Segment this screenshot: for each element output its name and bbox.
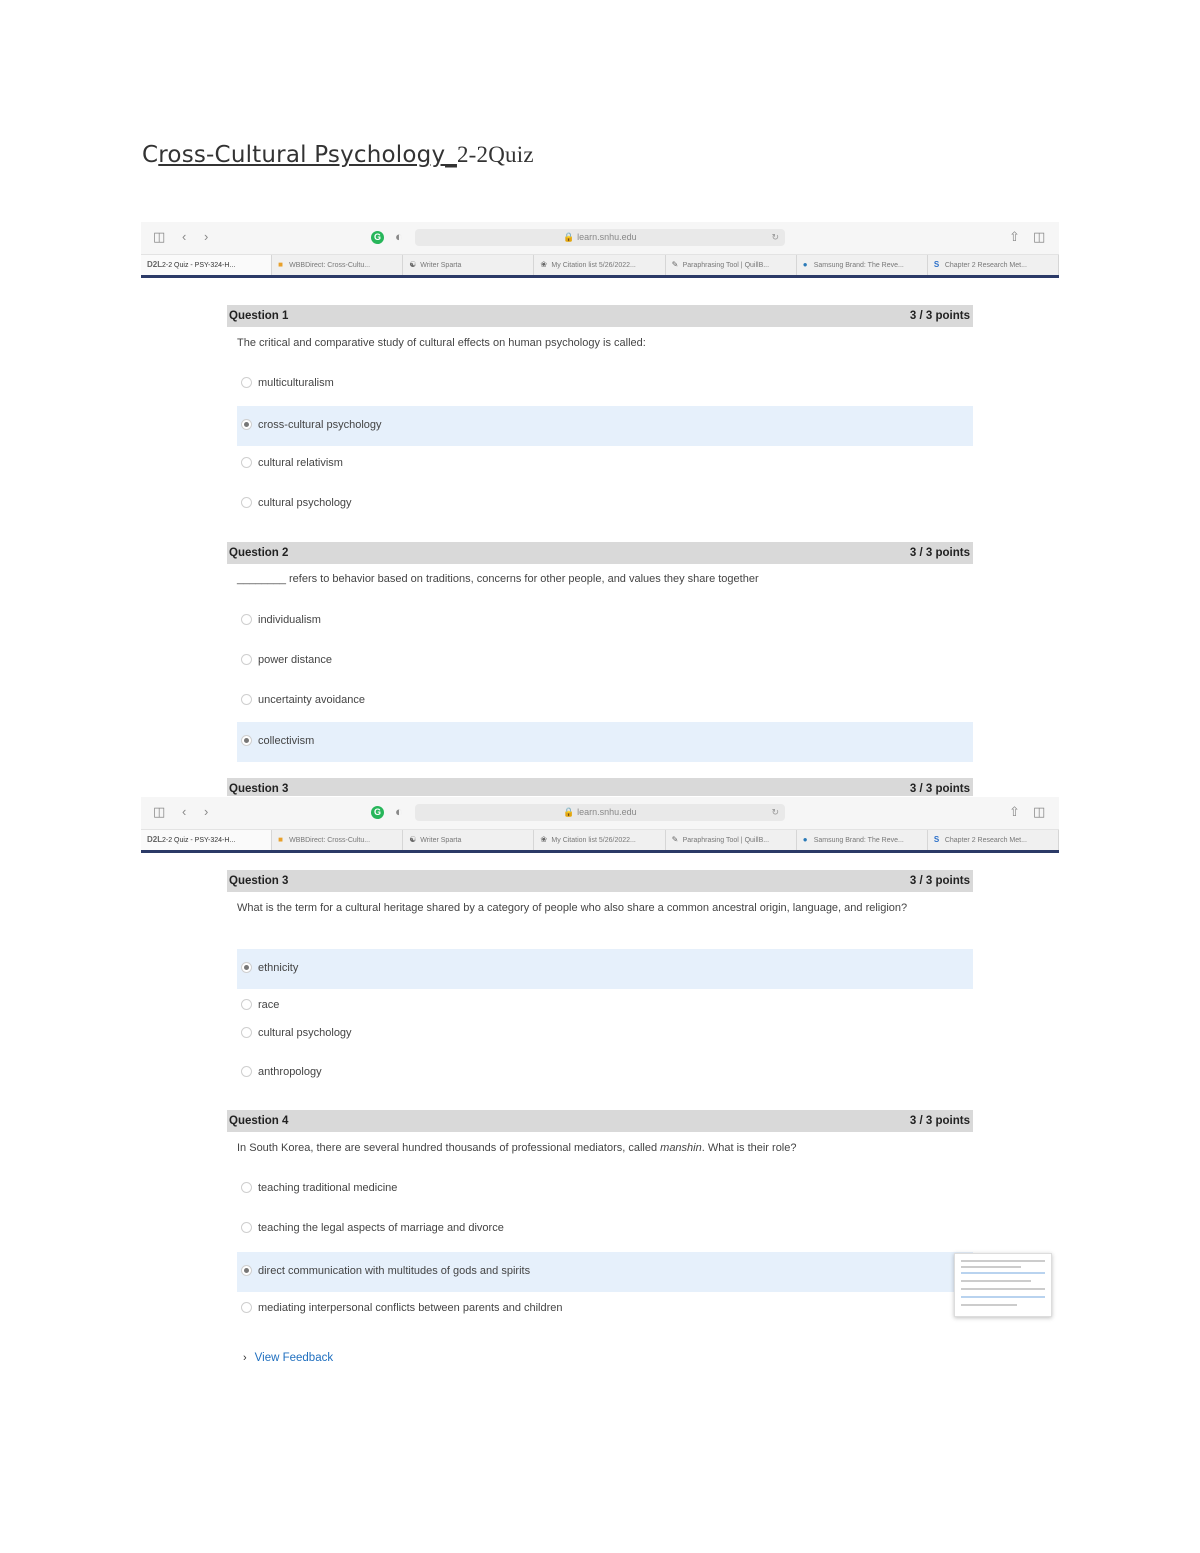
- radio-button[interactable]: [241, 1066, 252, 1077]
- radio-button[interactable]: [241, 497, 252, 508]
- radio-button[interactable]: [241, 654, 252, 665]
- circle-icon: ●: [802, 835, 808, 844]
- option-label: anthropology: [258, 1066, 322, 1078]
- radio-button[interactable]: [241, 1182, 252, 1193]
- radio-button[interactable]: [241, 1027, 252, 1038]
- question-points: 3 / 3 points: [909, 1115, 970, 1127]
- q4-option-1[interactable]: [237, 1169, 973, 1209]
- tab-wbbdirect[interactable]: [272, 830, 403, 850]
- option-label: cultural psychology: [258, 497, 352, 509]
- screenshot-2: [141, 797, 1059, 1397]
- radio-button[interactable]: [241, 1302, 252, 1313]
- url-text: learn.snhu.edu: [577, 232, 637, 242]
- thumbnail-line: [961, 1272, 1045, 1274]
- q4-option-2[interactable]: [237, 1209, 973, 1249]
- option-label: race: [258, 999, 280, 1011]
- view-feedback-label: View Feedback: [254, 1352, 334, 1364]
- thumbnail-line: [961, 1266, 1021, 1268]
- people-icon: ☯: [409, 835, 417, 844]
- question-4-text-start: In South Korea, there are several hundred thousands of professional mediators, called: [237, 1142, 661, 1154]
- thumbnail-line: [961, 1296, 1045, 1298]
- document-title: [142, 142, 534, 168]
- tab-wbbdirect[interactable]: [272, 255, 403, 275]
- thumbnail-line: [961, 1304, 1017, 1306]
- d2l-icon: D2L: [147, 260, 163, 269]
- tab-label: Writer Sparta: [420, 837, 462, 844]
- tab-samsung[interactable]: [797, 830, 928, 850]
- radio-button[interactable]: [241, 419, 252, 430]
- lock-icon: ■: [278, 835, 283, 844]
- q1-option-1[interactable]: [237, 364, 973, 404]
- option-label: collectivism: [258, 735, 315, 747]
- reload-icon[interactable]: ↻: [771, 807, 779, 817]
- tab-citation-list[interactable]: [534, 830, 665, 850]
- question-1-text: The critical and comparative study of cultural effects on human psychology is called:: [237, 337, 646, 349]
- option-label: direct communication with multitudes of gods and spirits: [258, 1265, 531, 1277]
- question-3-header-partial: [227, 778, 973, 796]
- option-label: multiculturalism: [258, 377, 334, 389]
- tab-quiz[interactable]: [141, 830, 272, 850]
- question-number: Question 3: [229, 875, 289, 887]
- tab-paraphrasing[interactable]: [666, 255, 797, 275]
- question-4-text-end: . What is their role?: [701, 1142, 797, 1154]
- question-4-term: manshin: [660, 1142, 702, 1154]
- tab-strip: [141, 830, 1059, 853]
- browser-toolbar: [141, 797, 1059, 830]
- d2l-icon: D2L: [147, 835, 163, 844]
- q2-option-3[interactable]: [237, 681, 973, 721]
- grammarly-icon[interactable]: G: [371, 806, 384, 819]
- question-1-header: [227, 305, 973, 327]
- option-label: power distance: [258, 654, 332, 666]
- title-prefix: C: [142, 142, 159, 168]
- question-points: 3 / 3 points: [909, 547, 970, 559]
- tab-label: Paraphrasing Tool | QuillB...: [682, 837, 770, 844]
- share-icon[interactable]: ⇧: [1009, 804, 1020, 819]
- question-points: 3 / 3 points: [909, 875, 970, 887]
- grammarly-icon[interactable]: G: [371, 231, 384, 244]
- lock-icon: ■: [278, 260, 283, 269]
- sidebar-icon[interactable]: ◫: [153, 229, 166, 244]
- tab-chapter2[interactable]: [928, 255, 1059, 275]
- q3-option-3[interactable]: [237, 1014, 973, 1054]
- q4-option-3[interactable]: [237, 1252, 973, 1292]
- address-bar[interactable]: 🔒 learn.snhu.edu ↻: [415, 804, 785, 821]
- title-suffix: 2-2Quiz: [456, 142, 534, 167]
- tab-label: My Citation list 5/26/2022...: [551, 837, 636, 844]
- tab-label: Chapter 2 Research Met...: [944, 262, 1027, 269]
- question-points: 3 / 3 points: [909, 310, 970, 322]
- tab-label: WBBDirect: Cross-Cultu...: [289, 837, 371, 844]
- tab-label: Paraphrasing Tool | QuillB...: [682, 262, 770, 269]
- tab-writer-sparta[interactable]: [403, 255, 534, 275]
- tab-citation-list[interactable]: [534, 255, 665, 275]
- circle-icon: ●: [802, 260, 808, 269]
- question-points: 3 / 3 points: [909, 783, 970, 795]
- tab-samsung[interactable]: [797, 255, 928, 275]
- pen-icon: ✎: [671, 260, 679, 269]
- privacy-icon[interactable]: ◐: [395, 229, 403, 244]
- option-label: uncertainty avoidance: [258, 694, 366, 706]
- tab-quiz[interactable]: [141, 255, 272, 275]
- thumbnail-line: [961, 1280, 1031, 1282]
- radio-button[interactable]: [241, 962, 252, 973]
- question-number: Question 2: [229, 547, 289, 559]
- s-icon: S: [933, 835, 940, 844]
- question-number: Question 1: [229, 310, 289, 322]
- url-text: learn.snhu.edu: [577, 807, 637, 817]
- people-icon: ☯: [409, 260, 417, 269]
- title-underlined: ross-Cultural Psychology_: [158, 142, 457, 168]
- option-label: ethnicity: [258, 962, 299, 974]
- tab-label: WBBDirect: Cross-Cultu...: [289, 262, 371, 269]
- radio-button[interactable]: [241, 457, 252, 468]
- screenshot-1: [141, 222, 1059, 796]
- forward-icon[interactable]: ›: [204, 229, 209, 244]
- radio-button[interactable]: [241, 614, 252, 625]
- tab-label: Chapter 2 Research Met...: [944, 837, 1027, 844]
- tab-paraphrasing[interactable]: [666, 830, 797, 850]
- question-3-text: What is the term for a cultural heritage shared by a category of people who also share a common ancestral origin, language, and religion?: [237, 902, 908, 914]
- option-label: individualism: [258, 614, 321, 626]
- question-number: Question 4: [229, 1115, 289, 1127]
- radio-button[interactable]: [241, 377, 252, 388]
- q2-option-2[interactable]: [237, 641, 973, 681]
- plant-icon: ❀: [540, 260, 548, 269]
- question-number: Question 3: [229, 783, 289, 795]
- question-4-text: [237, 1139, 937, 1157]
- privacy-icon[interactable]: ◐: [395, 804, 403, 819]
- question-2-header: [227, 542, 973, 564]
- q3-option-4[interactable]: [237, 1053, 973, 1093]
- view-feedback-link[interactable]: [243, 1352, 333, 1364]
- tab-chapter2[interactable]: [928, 830, 1059, 850]
- option-label: teaching traditional medicine: [258, 1182, 398, 1194]
- q2-option-4[interactable]: [237, 722, 973, 762]
- share-icon[interactable]: ⇧: [1009, 229, 1020, 244]
- option-label: cross-cultural psychology: [258, 419, 382, 431]
- sidebar-icon[interactable]: ◫: [153, 804, 166, 819]
- back-icon[interactable]: ‹: [182, 804, 187, 819]
- radio-button[interactable]: [241, 1222, 252, 1233]
- tab-label: 2-2 Quiz - PSY-324-H...: [162, 837, 236, 844]
- screenshot-thumbnail[interactable]: [954, 1253, 1052, 1317]
- q3-option-1[interactable]: [237, 949, 973, 989]
- q4-option-4[interactable]: [237, 1289, 973, 1329]
- thumbnail-line: [961, 1260, 1045, 1262]
- tab-label: My Citation list 5/26/2022...: [551, 262, 636, 269]
- tab-label: Writer Sparta: [420, 262, 462, 269]
- tabs-overview-icon[interactable]: ◫: [1033, 229, 1046, 244]
- question-4-header: [227, 1110, 973, 1132]
- back-icon[interactable]: ‹: [182, 229, 187, 244]
- option-label: cultural psychology: [258, 1027, 352, 1039]
- address-bar[interactable]: 🔒 learn.snhu.edu ↻: [415, 229, 785, 246]
- option-label: mediating interpersonal conflicts between parents and children: [258, 1302, 563, 1314]
- option-label: cultural relativism: [258, 457, 343, 469]
- forward-icon[interactable]: ›: [204, 804, 209, 819]
- tab-strip: [141, 255, 1059, 278]
- radio-button[interactable]: [241, 694, 252, 705]
- option-label: teaching the legal aspects of marriage and divorce: [258, 1222, 504, 1234]
- s-icon: S: [933, 260, 940, 269]
- tab-label: 2-2 Quiz - PSY-324-H...: [162, 262, 236, 269]
- tab-label: Samsung Brand: The Reve...: [813, 837, 904, 844]
- thumbnail-line: [961, 1288, 1045, 1290]
- q1-option-3[interactable]: [237, 444, 973, 484]
- question-2-text: ________ refers to behavior based on traditions, concerns for other people, and values they share together: [237, 573, 759, 585]
- q2-option-1[interactable]: [237, 601, 973, 641]
- tabs-overview-icon[interactable]: ◫: [1033, 804, 1046, 819]
- q1-option-2[interactable]: [237, 406, 973, 446]
- reload-icon[interactable]: ↻: [771, 232, 779, 242]
- plant-icon: ❀: [540, 835, 548, 844]
- browser-toolbar: [141, 222, 1059, 255]
- chevron-right-icon: ›: [243, 1352, 247, 1364]
- radio-button[interactable]: [241, 999, 252, 1010]
- question-3-header: [227, 870, 973, 892]
- radio-button[interactable]: [241, 735, 252, 746]
- q1-option-4[interactable]: [237, 484, 973, 524]
- radio-button[interactable]: [241, 1265, 252, 1276]
- tab-writer-sparta[interactable]: [403, 830, 534, 850]
- pen-icon: ✎: [671, 835, 679, 844]
- tab-label: Samsung Brand: The Reve...: [813, 262, 904, 269]
